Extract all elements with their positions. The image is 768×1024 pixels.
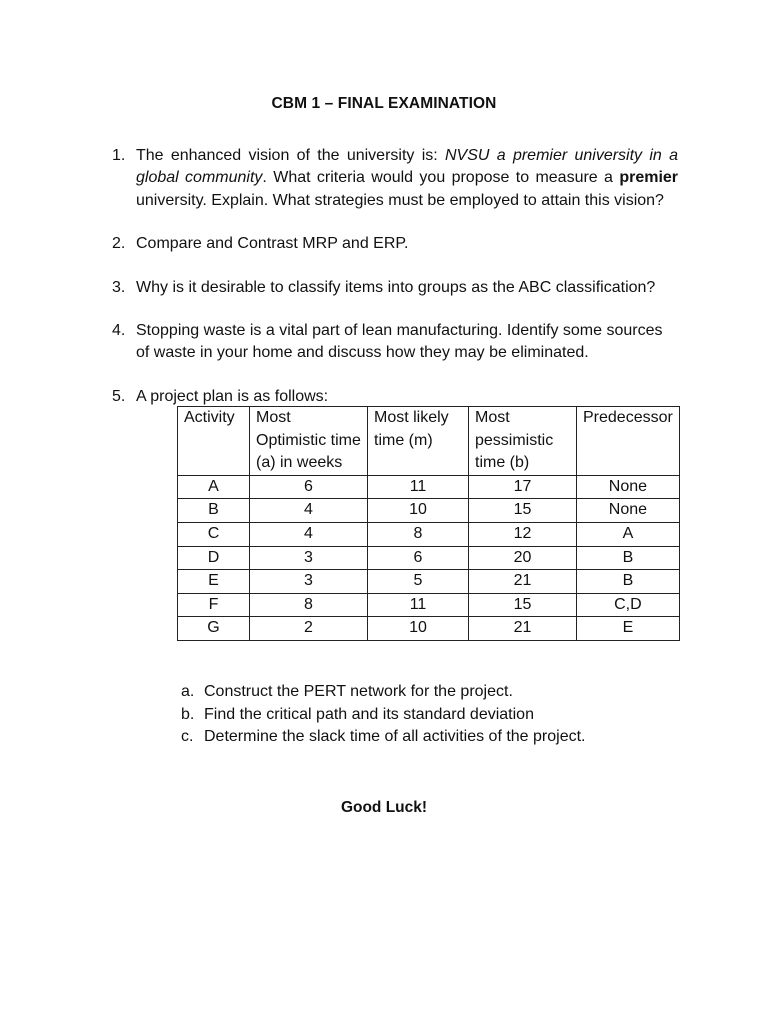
question-text-part: university. Explain. What strategies must be employed to attain this vision? xyxy=(136,191,664,209)
question-text-part: . What criteria would you propose to measure a xyxy=(262,169,620,187)
table-cell: 15 xyxy=(469,499,577,523)
question-number: 5. xyxy=(112,387,126,405)
question-text: Why is it desirable to classify items into groups as the ABC classification? xyxy=(136,278,656,296)
question-number: 3. xyxy=(112,278,126,296)
subquestion-list xyxy=(181,681,586,749)
table-cell: D xyxy=(178,546,250,570)
question-text: Compare and Contrast MRP and ERP. xyxy=(136,235,409,253)
table-row xyxy=(178,546,680,570)
question-2 xyxy=(112,233,678,255)
table-cell: 21 xyxy=(469,617,577,641)
closing-message: Good Luck! xyxy=(340,799,428,816)
table-cell: 10 xyxy=(368,499,469,523)
question-5 xyxy=(112,386,678,408)
column-header: Predecessor xyxy=(577,407,680,476)
table-cell: 5 xyxy=(368,570,469,594)
table-cell: 4 xyxy=(250,499,368,523)
question-list xyxy=(112,145,678,408)
subquestion-c xyxy=(181,726,586,749)
table-cell: 20 xyxy=(469,546,577,570)
table-cell: 10 xyxy=(368,617,469,641)
subquestion-text: Find the critical path and its standard deviation xyxy=(204,705,534,723)
question-1 xyxy=(112,145,678,212)
subquestion-letter: a. xyxy=(181,683,195,700)
column-header: Most Optimistic time (a) in weeks xyxy=(250,407,368,476)
table-row xyxy=(178,593,680,617)
table-cell: 17 xyxy=(469,475,577,499)
table-cell: B xyxy=(577,570,680,594)
table-cell: 6 xyxy=(368,546,469,570)
table-cell: E xyxy=(577,617,680,641)
table-cell: 3 xyxy=(250,546,368,570)
subquestion-a xyxy=(181,681,586,704)
question-4 xyxy=(112,320,678,365)
column-header: Most pessimistic time (b) xyxy=(469,407,577,476)
table-cell: None xyxy=(577,499,680,523)
table-cell: 6 xyxy=(250,475,368,499)
table-cell: 8 xyxy=(250,593,368,617)
column-header: Most likely time (m) xyxy=(368,407,469,476)
column-header: Activity xyxy=(178,407,250,476)
table-cell: 4 xyxy=(250,522,368,546)
table-row xyxy=(178,617,680,641)
subquestion-letter: c. xyxy=(181,728,194,746)
table-header-row xyxy=(178,407,680,476)
question-text: Stopping waste is a vital part of lean manufacturing. Identify some sources of waste in your home and discuss how they may be eliminated. xyxy=(136,322,663,362)
table-cell: 11 xyxy=(368,475,469,499)
table-cell: 3 xyxy=(250,570,368,594)
exam-title: CBM 1 – FINAL EXAMINATION xyxy=(271,95,497,112)
question-number: 2. xyxy=(112,235,126,253)
table-row xyxy=(178,475,680,499)
subquestion-b xyxy=(181,704,586,727)
vision-statement: NVSU a premier university in a global community xyxy=(136,147,678,187)
emphasis-word: premier xyxy=(619,169,679,187)
table-cell: 12 xyxy=(469,522,577,546)
table-cell: C xyxy=(178,522,250,546)
table-cell: 21 xyxy=(469,570,577,594)
table-cell: 8 xyxy=(368,522,469,546)
question-text xyxy=(136,145,678,212)
question-3 xyxy=(112,277,678,299)
table-cell: B xyxy=(577,546,680,570)
table-cell: G xyxy=(178,617,250,641)
question-number: 1. xyxy=(112,147,126,164)
table-row xyxy=(178,570,680,594)
table-cell: 15 xyxy=(469,593,577,617)
subquestion-text: Construct the PERT network for the project. xyxy=(204,683,513,700)
table-cell: C,D xyxy=(577,593,680,617)
question-text-part: The enhanced vision of the university is: xyxy=(136,147,445,164)
table-cell: 11 xyxy=(368,593,469,617)
table-row xyxy=(178,522,680,546)
table-cell: E xyxy=(178,570,250,594)
question-text: A project plan is as follows: xyxy=(136,387,329,405)
question-number: 4. xyxy=(112,322,126,340)
table-cell: 2 xyxy=(250,617,368,641)
table-cell: F xyxy=(178,593,250,617)
table-row xyxy=(178,499,680,523)
table-cell: A xyxy=(178,475,250,499)
table-body xyxy=(178,475,680,640)
table-cell: None xyxy=(577,475,680,499)
table-cell: B xyxy=(178,499,250,523)
subquestion-text: Determine the slack time of all activities of the project. xyxy=(204,728,586,746)
subquestion-letter: b. xyxy=(181,705,195,723)
project-plan-table xyxy=(177,406,680,641)
table-cell: A xyxy=(577,522,680,546)
